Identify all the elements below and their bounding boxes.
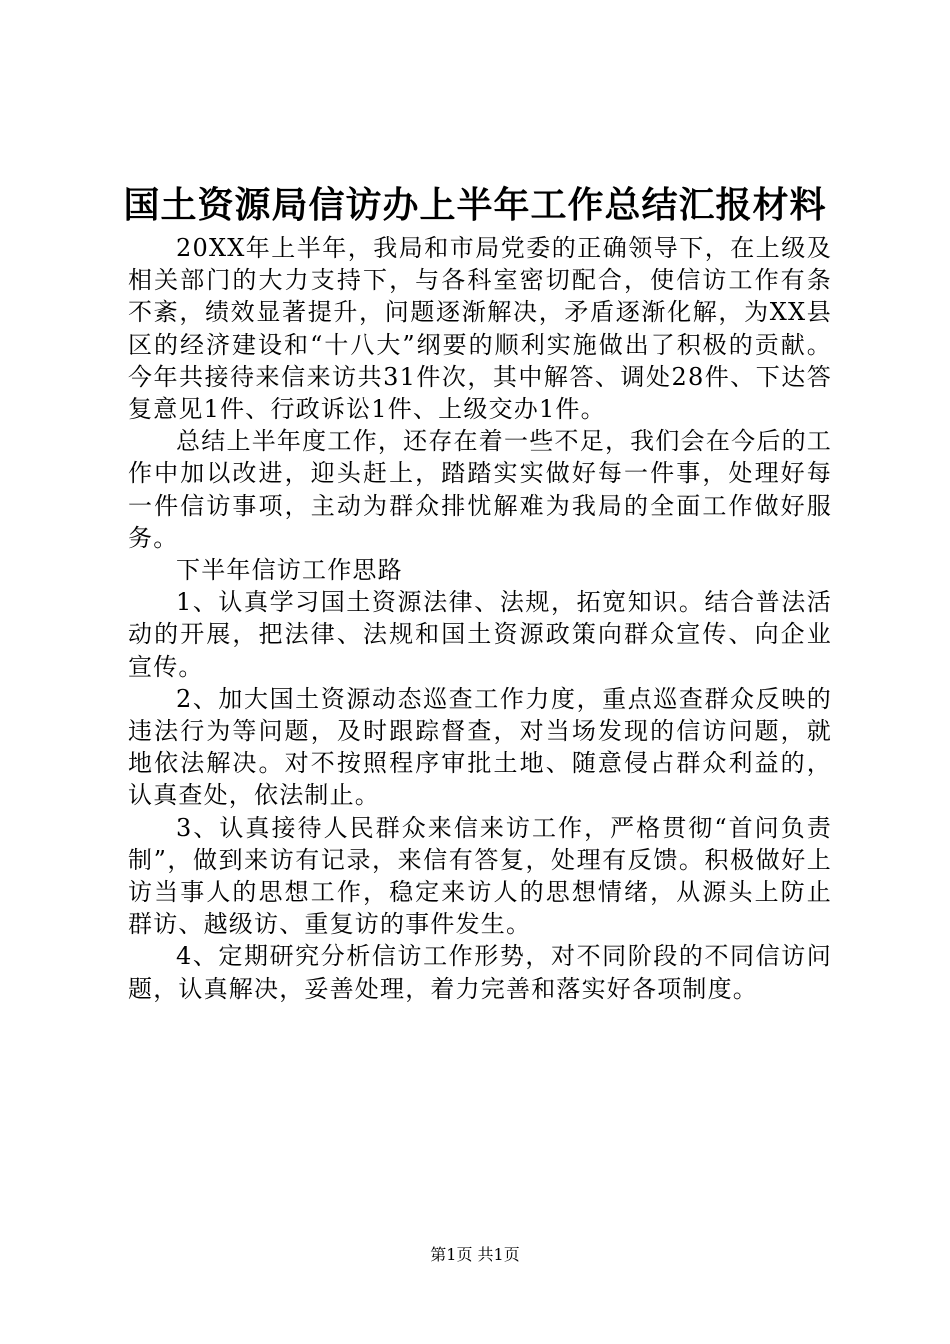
plan-item-3: 3、认真接待人民群众来信来访工作，严格贯彻“首问负责制”，做到来访有记录，来信有答复，处理有反馈。积极做好上访当事人的思想工作，稳定来访人的思想情绪，从源头上防止群访、越级访、重复访的事件发生。: [128, 813, 832, 939]
plan-item-1: 1、认真学习国土资源法律、法规，拓宽知识。结合普法活动的开展，把法律、法规和国土资源政策向群众宣传、向企业宣传。: [128, 588, 832, 681]
document-title: 国土资源局信访办上半年工作总结汇报材料: [123, 184, 827, 226]
plan-item-4: 4、定期研究分析信访工作形势，对不同阶段的不同信访问题，认真解决，妥善处理，着力完善和落实好各项制度。: [128, 942, 832, 1003]
section-heading-next-half: 下半年信访工作思路: [176, 556, 403, 585]
paragraph-summary: 20XX年上半年，我局和市局党委的正确领导下，在上级及相关部门的大力支持下，与各科室密切配合，使信访工作有条不紊，绩效显著提升，问题逐渐解决，矛盾逐渐化解，为XX县区的经济建设和“十八大”纲要的顺利实施做出了积极的贡献。今年共接待来信来访共31件次，其中解答、调处28件、下达答复意见1件、行政诉讼1件、上级交办1件。: [128, 234, 832, 424]
paragraph-shortcomings: 总结上半年度工作，还存在着一些不足，我们会在今后的工作中加以改进，迎头赶上，踏踏实实做好每一件事，处理好每一件信访事项，主动为群众排忧解难为我局的全面工作做好服务。: [128, 427, 832, 552]
document-body: [128, 232, 832, 1005]
plan-item-2: 2、加大国土资源动态巡查工作力度，重点巡查群众反映的违法行为等问题，及时跟踪督查，对当场发现的信访问题，就地依法解决。对不按照程序审批土地、随意侵占群众利益的，认真查处，依法制止。: [128, 684, 832, 810]
page-footer: 第1页 共1页: [430, 1245, 520, 1264]
